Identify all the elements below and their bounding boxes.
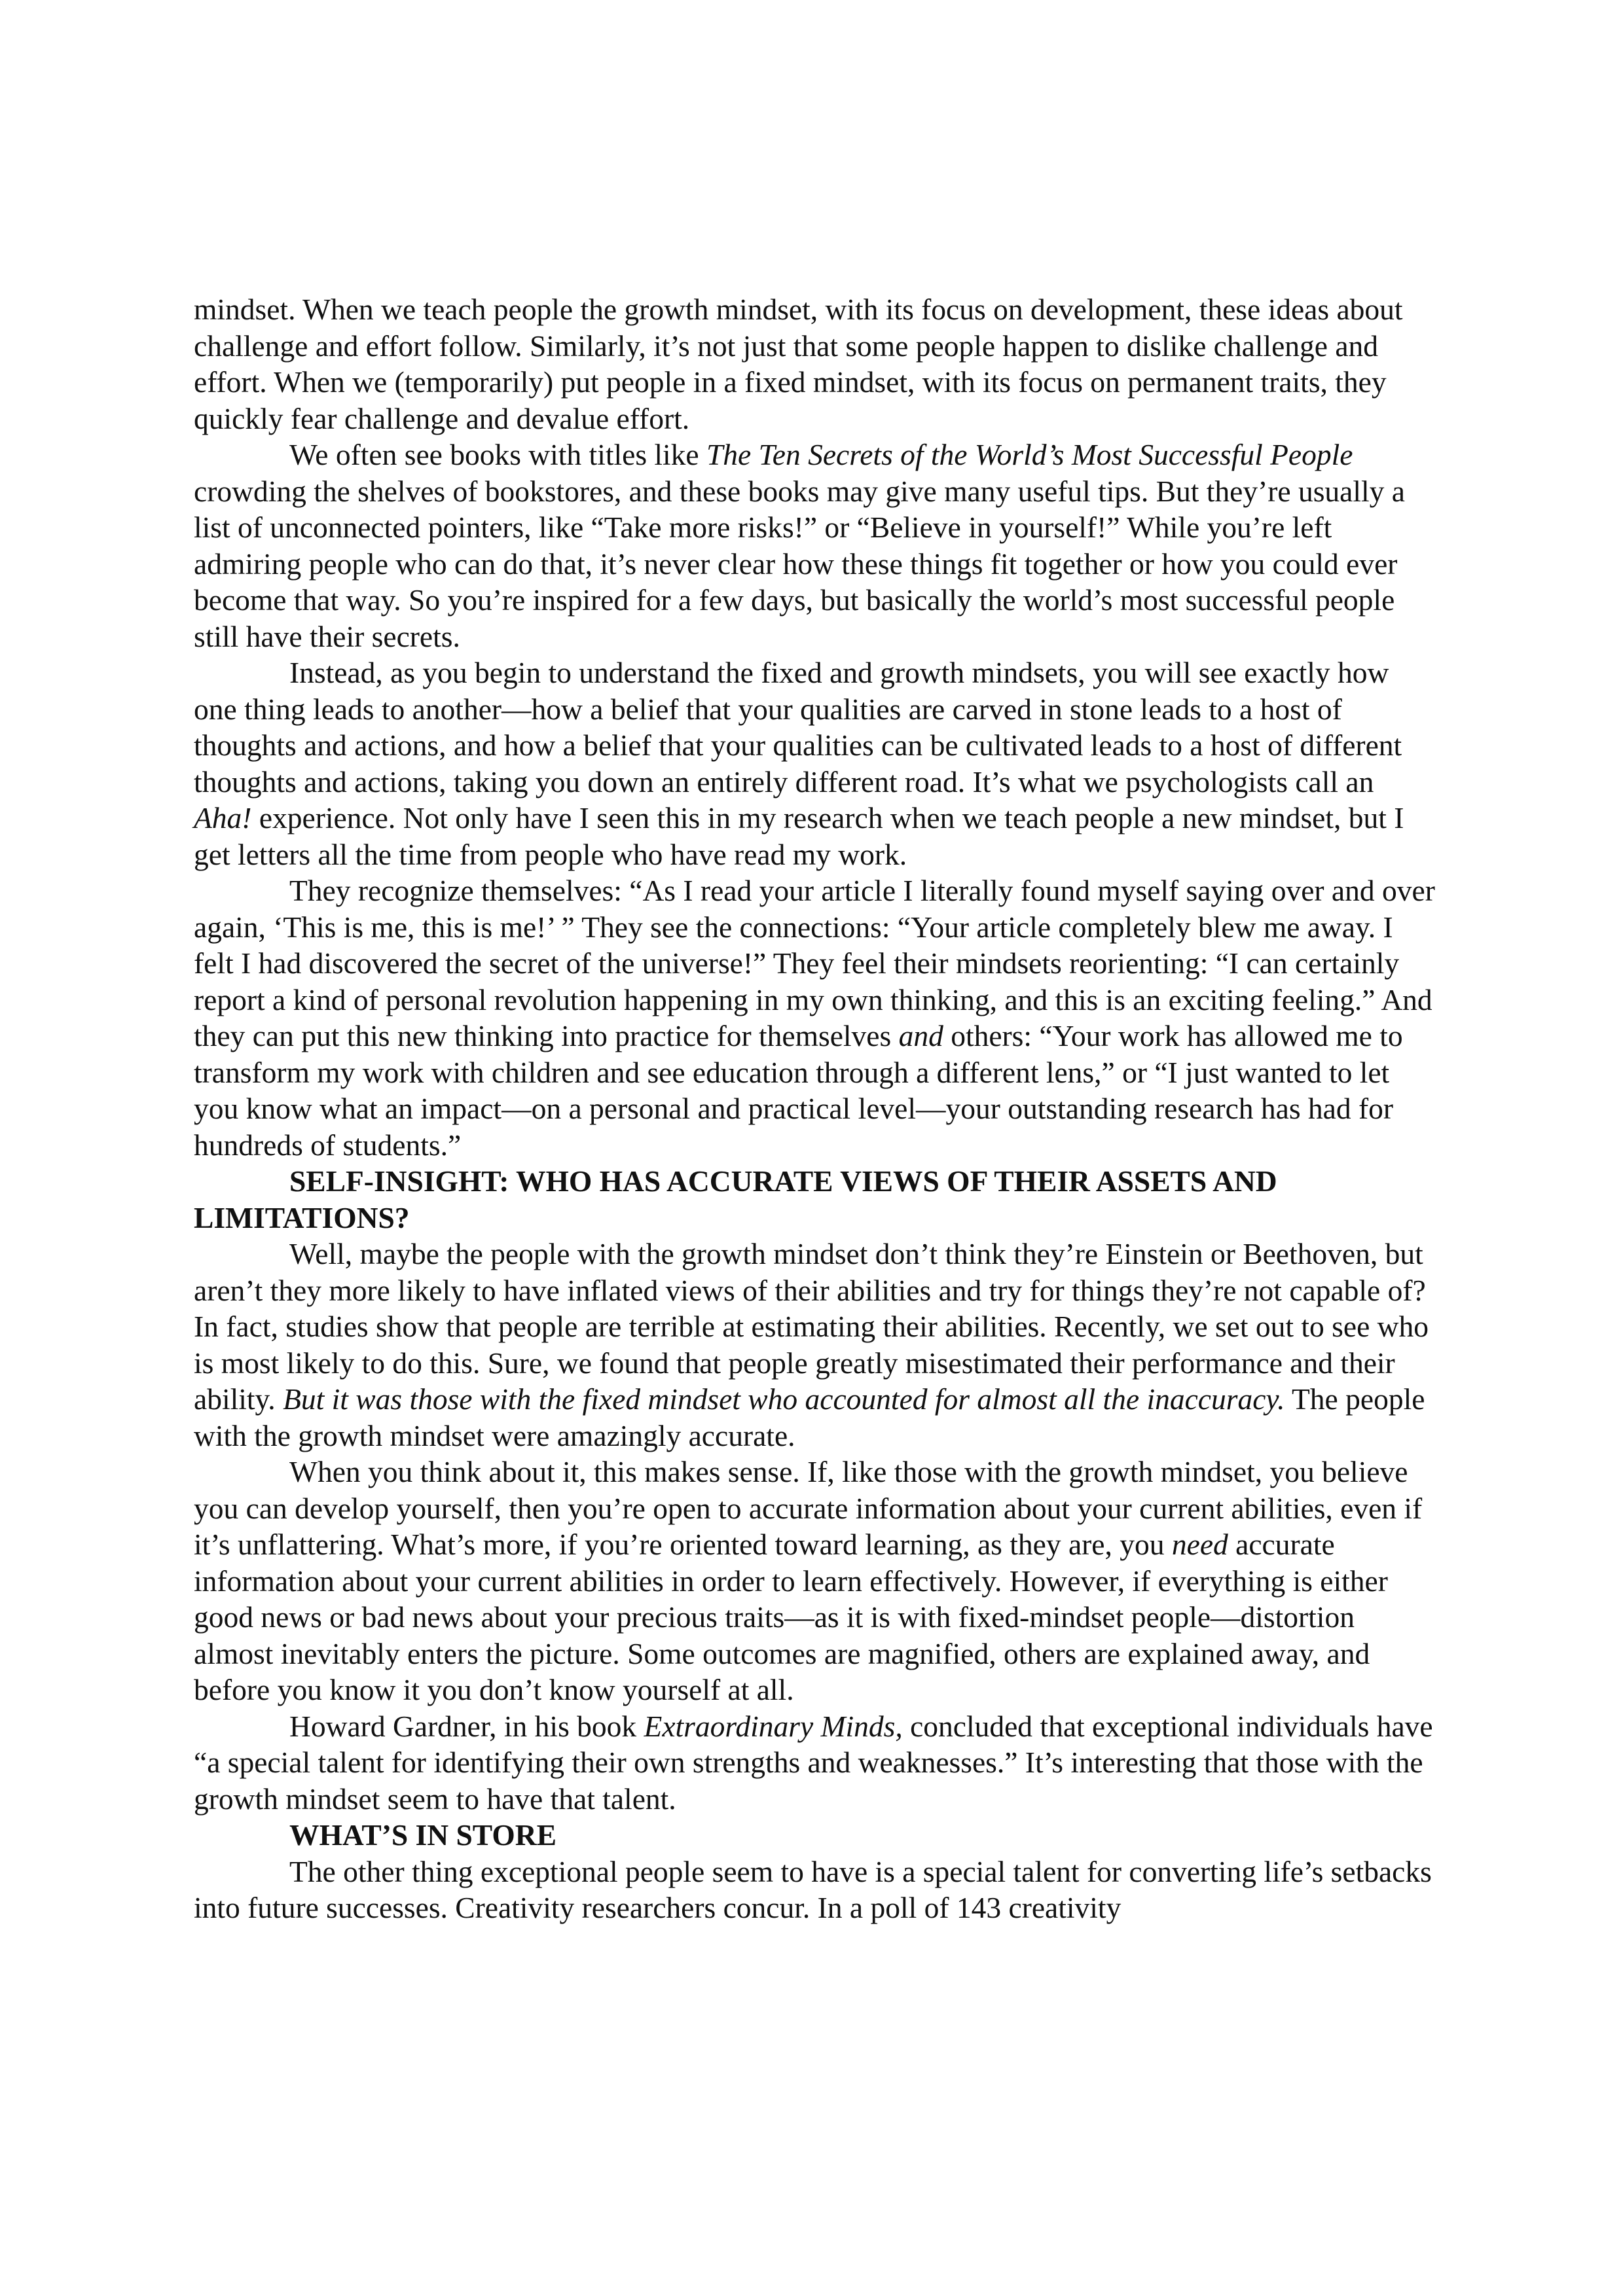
and-emphasis: and: [898, 1019, 943, 1052]
section-heading-whats-in-store: WHAT’S IN STORE: [289, 1818, 556, 1852]
need-emphasis: need: [1171, 1528, 1228, 1561]
paragraph-exceptional-people: The other thing exceptional people seem to have is a special talent for converting life’s setbacks into future successes. Creativity researchers concur. In a poll of 143 creativity: [194, 1854, 1432, 1924]
document-page: [194, 291, 1438, 1926]
paragraph-gardner: Howard Gardner, in his book Extraordinary Minds, concluded that exceptional individuals have “a special talent for identifying their own strengths and weaknesses.” It’s interesting that those with the growth mindset seem to have that talent.: [194, 1709, 1433, 1816]
book-title-ten-secrets: The Ten Secrets of the World’s Most Successful People: [706, 438, 1353, 471]
paragraph-einstein: Well, maybe the people with the growth mindset don’t think they’re Einstein or Beethoven, but aren’t they more likely to have inflated views of their abilities and try for things they’re not capable of? In fact, studies show that people are terrible at estimating their abilities. Recently, we set out to see who is most likely to do this. Sure, we found that people greatly misestimated their performance and their ability. But it was those with the fixed mindset who accounted for almost all the inaccuracy. The people with the growth mindset were amazingly accurate.: [194, 1237, 1429, 1452]
book-title-extraordinary-minds: Extraordinary Minds,: [644, 1709, 903, 1743]
paragraph-letters: They recognize themselves: “As I read your article I literally found myself saying over and over again, ‘This is me, this is me!’ ” They see the connections: “Your article completely blew me away. I felt I had discovered the secret of the universe!” They feel their mindsets reorienting: “I can certainly report a kind of personal revolution happening in my own thinking, and this is an exciting feeling.” And they can put this new thinking into practice for themselves and others: “Your work has allowed me to transform my work with children and see education through a different lens,” or “I just wanted to let you know what an impact—on a personal and practical level—your outstanding research has had for hundreds of students.”: [194, 874, 1435, 1162]
paragraph-makes-sense: When you think about it, this makes sense. If, like those with the growth mindset, you believe you can develop yourself, then you’re open to accurate information about your current abilities, even if it’s unflattering. What’s more, if you’re oriented toward learning, as they are, you need accurate information about your current abilities in order to learn effectively. However, if everything is either good news or bad news about your precious traits—as it is with fixed-mindset people—distortion almost inevitably enters the picture. Some outcomes are magnified, others are explained away, and before you know it you don’t know yourself at all.: [194, 1455, 1423, 1706]
section-heading-self-insight: SELF-INSIGHT: WHO HAS ACCURATE VIEWS OF THEIR ASSETS AND LIMITATIONS?: [194, 1164, 1277, 1234]
aha-emphasis: Aha!: [194, 801, 252, 834]
fixed-mindset-emphasis: But it was those with the fixed mindset who accounted for almost all the inaccuracy.: [283, 1382, 1285, 1416]
paragraph-ten-secrets: We often see books with titles like The Ten Secrets of the World’s Most Successful People crowding the shelves of bookstores, and these books may give many useful tips. But they’re usually a list of unconnected pointers, like “Take more risks!” or “Believe in yourself!” While you’re left admiring people who can do that, it’s never clear how these things fit together or how you could ever become that way. So you’re inspired for a few days, but basically the world’s most successful people still have their secrets.: [194, 438, 1405, 653]
paragraph-mindset-intro: mindset. When we teach people the growth mindset, with its focus on development, these ideas about challenge and effort follow. Similarly, it’s not just that some people happen to dislike challenge and effort. When we (temporarily) put people in a fixed mindset, with its focus on permanent traits, they quickly fear challenge and devalue effort.: [194, 293, 1403, 435]
paragraph-one-thing-leads: Instead, as you begin to understand the fixed and growth mindsets, you will see exactly how one thing leads to another—how a belief that your qualities are carved in stone leads to a host of thoughts and actions, and how a belief that your qualities can be cultivated leads to a host of different thoughts and actions, taking you down an entirely different road. It’s what we psychologists call an Aha! experience. Not only have I seen this in my research when we teach people a new mindset, but I get letters all the time from people who have read my work.: [194, 656, 1404, 871]
